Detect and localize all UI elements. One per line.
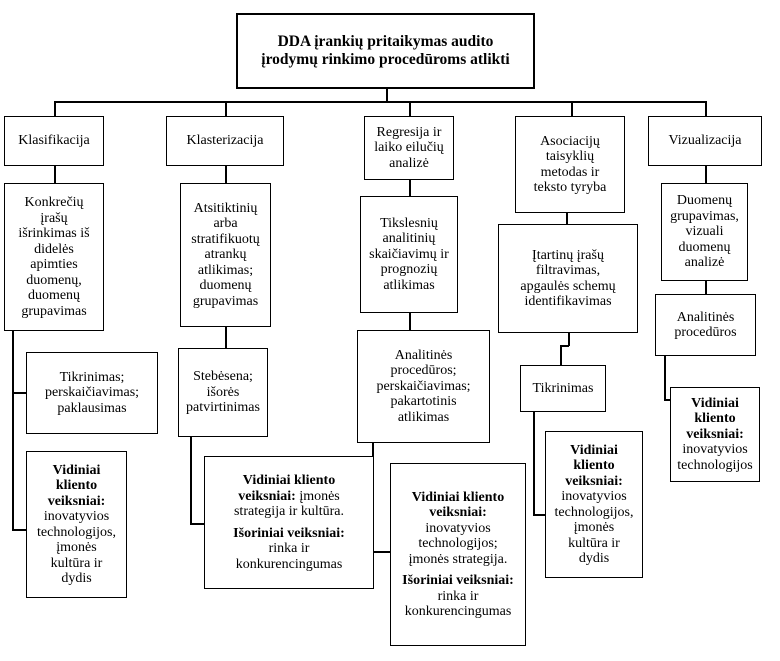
col3-header: Regresija ir laiko eilučių analizė: [364, 116, 454, 180]
col4-branch-factors: [533, 514, 545, 516]
col5-connector-a: [705, 165, 707, 184]
col1-branch-factors: [12, 529, 26, 531]
col3-step2: Analitinės procedūros; perskaičiavimas; pakartotinis atlikimas: [357, 330, 490, 443]
col4-connector-b1: [568, 332, 570, 346]
col2-spine: [190, 436, 192, 524]
col3-connector-b: [409, 312, 411, 330]
col3-step1: Tikslesnių analitinių skaičiavimų ir prognozių atlikimas: [360, 196, 458, 313]
col2-branch-factors: [190, 523, 204, 525]
connector-top-bar: [54, 101, 705, 103]
col4-connector-b3: [560, 345, 562, 365]
col2-connector-a: [225, 165, 227, 183]
col5-connector-b: [705, 280, 707, 294]
connector-to-col3: [409, 101, 411, 116]
col3-connector-a: [409, 179, 411, 196]
connector-title-down: [386, 88, 388, 102]
col2-connector-b: [225, 326, 227, 348]
col1-step2: Tikrinimas; perskaičiavimas; paklausimas: [26, 352, 158, 434]
col1-connector-a: [54, 165, 56, 184]
connector-to-col5: [705, 101, 707, 116]
col5-factors: Vidiniai kliento veiksniai: inovatyvios technologijos: [670, 387, 760, 482]
col2-header: Klasterizacija: [166, 116, 284, 166]
col4-step1: Įtartinų įrašų filtravimas, apgaulės schemų identifikavimas: [498, 224, 638, 333]
col2-step2: Stebėsena; išorės patvirtinimas: [178, 348, 268, 437]
col3-factors: Vidiniai kliento veiksniai: inovatyvios technologijos; įmonės strategija. Išoriniai veiksniai: rinka ir konkurencingumas: [390, 463, 526, 646]
col4-factors: Vidiniai kliento veiksniai: inovatyvios technologijos, įmonės kultūra ir dydis: [545, 431, 643, 578]
col4-spine: [533, 411, 535, 515]
col4-header: Asociacijų taisyklių metodas ir teksto tyryba: [515, 116, 625, 213]
col2-factors: Vidiniai kliento veiksniai: įmonės strategija ir kultūra. Išoriniai veiksniai: rinka ir konkurencingumas: [204, 456, 374, 589]
col5-step1: Duomenų grupavimas, vizuali duomenų analizė: [661, 183, 748, 281]
col5-spine: [664, 355, 666, 400]
diagram-title: DDA įrankių pritaikymas audito įrodymų rinkimo procedūroms atlikti: [236, 13, 535, 89]
connector-to-col2: [225, 101, 227, 116]
connector-to-col4: [571, 101, 573, 116]
col1-header: Klasifikacija: [4, 116, 104, 166]
col2-step1: Atsitiktinių arba stratifikuotų atrankų atlikimas; duomenų grupavimas: [180, 183, 271, 327]
col1-branch-step2: [12, 392, 26, 394]
col1-factors: Vidiniai kliento veiksniai: inovatyvios technologijos, įmonės kultūra ir dydis: [26, 451, 127, 598]
col1-spine: [12, 330, 14, 530]
col4-step2: Tikrinimas: [520, 365, 606, 412]
col3-branch-factors: [372, 551, 390, 553]
col1-step1: Konkrečių įrašų išrinkimas iš didelės apimties duomenų, duomenų grupavimas: [4, 183, 104, 331]
col5-step2: Analitinės procedūros: [655, 294, 756, 356]
col5-header: Vizualizacija: [648, 116, 762, 166]
connector-to-col1: [54, 101, 56, 116]
col4-connector-a: [566, 212, 568, 224]
